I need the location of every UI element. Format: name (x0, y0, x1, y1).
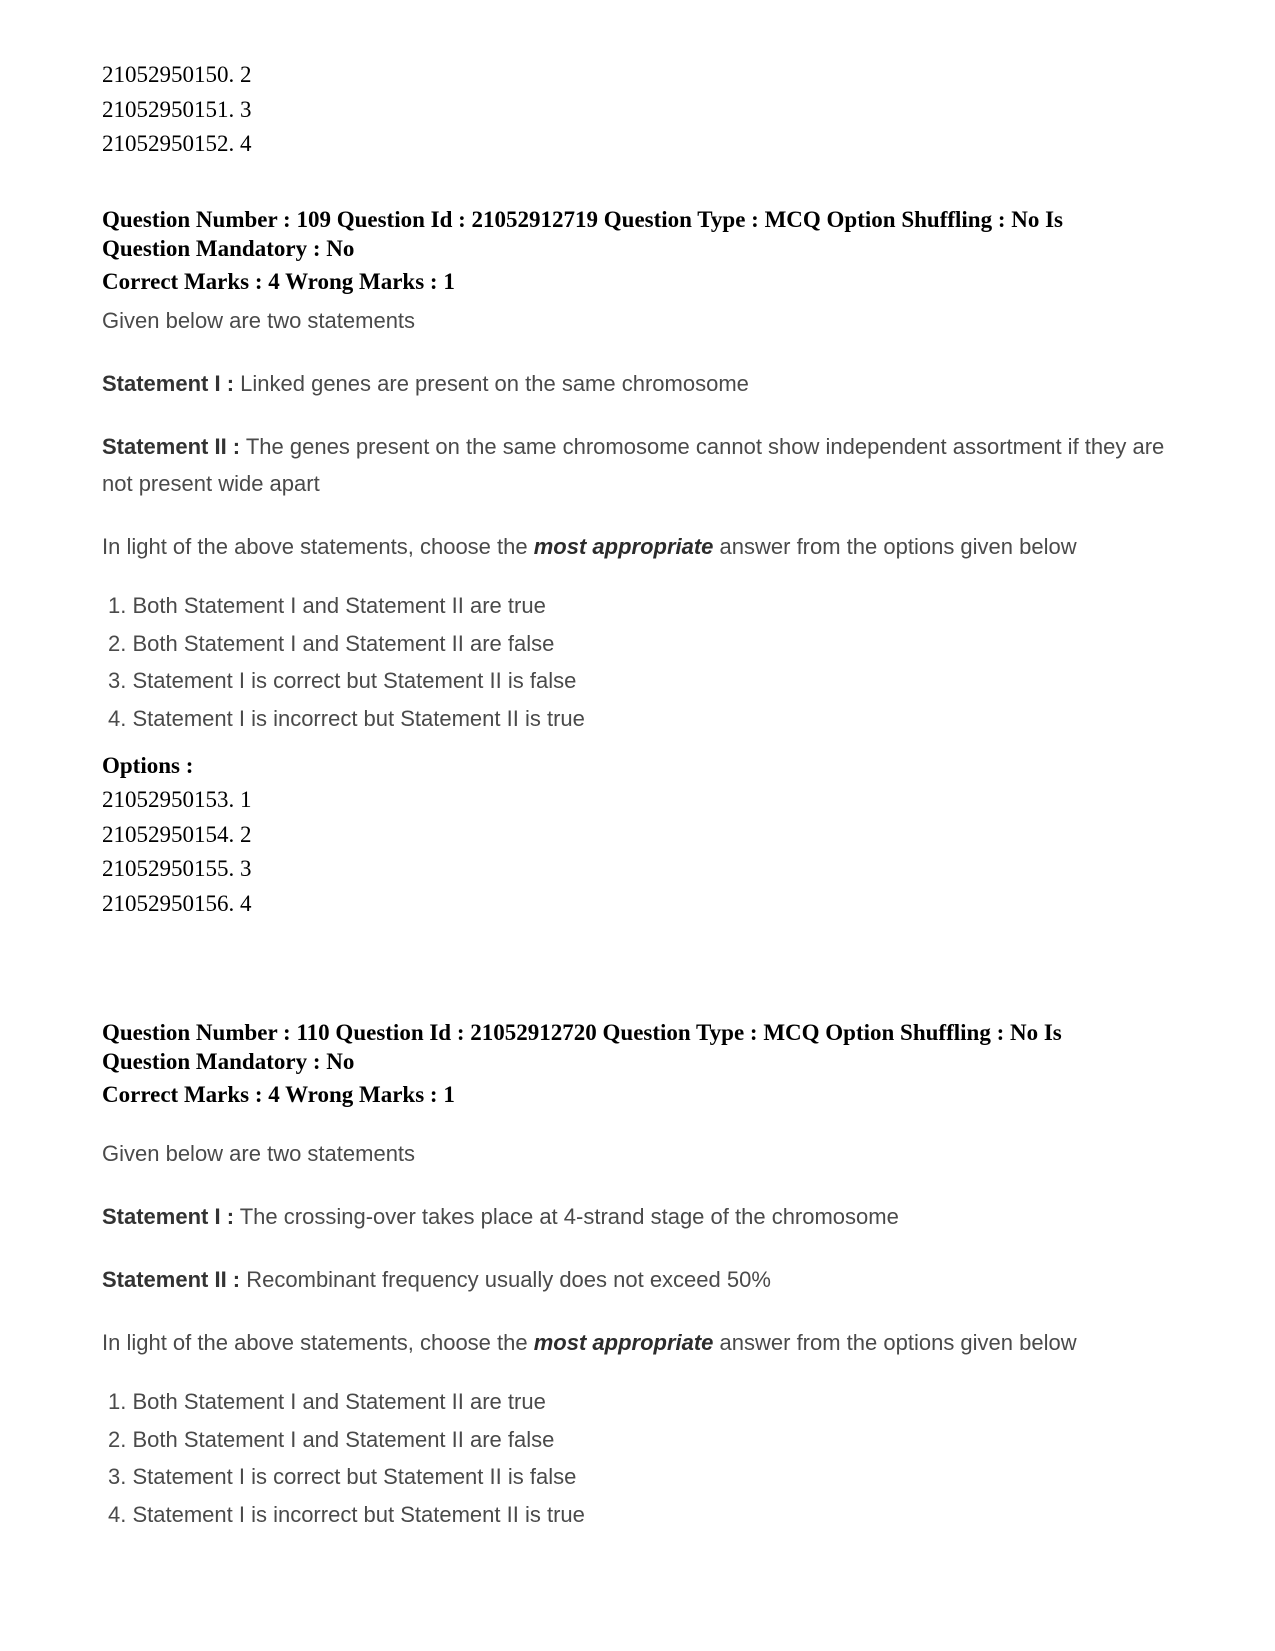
question-prompt (102, 1324, 1192, 1361)
question-header (102, 205, 1192, 263)
answer-choice: 1. Both Statement I and Statement II are true (108, 593, 546, 618)
question-header-line: Question Number : 109 Question Id : 21052912719 Question Type : MCQ Option Shuffling : No Is (102, 207, 1064, 232)
statement-label: Statement I : (102, 371, 235, 396)
statement-label: Statement II : (102, 434, 241, 459)
prompt-text: answer from the options given below (713, 534, 1077, 559)
answer-choice: 2. Both Statement I and Statement II are false (108, 1426, 555, 1452)
option-id-line: 21052950155. 3 (102, 856, 252, 881)
statement-text: The genes present on the same chromosome cannot show independent assortment if they are not present wide apart (102, 434, 1165, 496)
question-marks: Correct Marks : 4 Wrong Marks : 1 (102, 269, 455, 294)
option-id-line: 21052950153. 1 (102, 787, 252, 812)
answer-choice: 3. Statement I is correct but Statement II is false (108, 1464, 577, 1489)
option-id-line: 21052950150. 2 (102, 62, 252, 87)
prompt-text: In light of the above statements, choose the (102, 1330, 534, 1355)
options-label: Options : (102, 753, 194, 778)
answer-choice: 4. Statement I is incorrect but Statement II is true (108, 1501, 585, 1527)
previous-question-options (102, 58, 252, 162)
option-id-line: 21052950156. 4 (102, 890, 252, 916)
statement-label: Statement II : (102, 1267, 241, 1292)
prompt-emphasis: most appropriate (533, 1330, 714, 1355)
options-list (102, 783, 1192, 921)
question-body (102, 1135, 1192, 1533)
answer-choices (102, 587, 1192, 737)
question-header (102, 1018, 1192, 1076)
statement-two (102, 1261, 1192, 1298)
question-prompt (102, 528, 1192, 565)
statement-text: Linked genes are present on the same chromosome (234, 371, 749, 396)
statement-label: Statement I : (102, 1204, 235, 1229)
option-id-line: 21052950154. 2 (102, 821, 252, 847)
prompt-text: In light of the above statements, choose the (102, 534, 534, 559)
prompt-text: answer from the options given below (713, 1330, 1077, 1355)
statement-one (102, 365, 1192, 402)
question-intro: Given below are two statements (102, 1141, 416, 1166)
question-header-line: Question Number : 110 Question Id : 21052912720 Question Type : MCQ Option Shuffling : No Is (102, 1020, 1062, 1045)
statement-one (102, 1198, 1192, 1235)
statement-text: Recombinant frequency usually does not exceed 50% (240, 1267, 771, 1292)
statement-text: The crossing-over takes place at 4-strand stage of the chromosome (234, 1204, 899, 1229)
question-marks: Correct Marks : 4 Wrong Marks : 1 (102, 1082, 455, 1107)
question-header-line: Question Mandatory : No (102, 236, 355, 261)
question-block-109 (102, 205, 1192, 921)
question-header-line: Question Mandatory : No (102, 1049, 355, 1074)
answer-choice: 3. Statement I is correct but Statement II is false (108, 668, 577, 693)
option-id-line: 21052950151. 3 (102, 96, 252, 122)
answer-choice: 2. Both Statement I and Statement II are false (108, 630, 555, 656)
answer-choice: 4. Statement I is incorrect but Statement II is true (108, 705, 585, 731)
statement-two (102, 428, 1192, 502)
answer-choice: 1. Both Statement I and Statement II are true (108, 1389, 546, 1414)
question-body (102, 302, 1192, 737)
option-id-line: 21052950152. 4 (102, 131, 252, 156)
prompt-emphasis: most appropriate (533, 534, 714, 559)
answer-choices (102, 1383, 1192, 1533)
question-block-110 (102, 1018, 1192, 1533)
question-intro: Given below are two statements (102, 308, 416, 333)
